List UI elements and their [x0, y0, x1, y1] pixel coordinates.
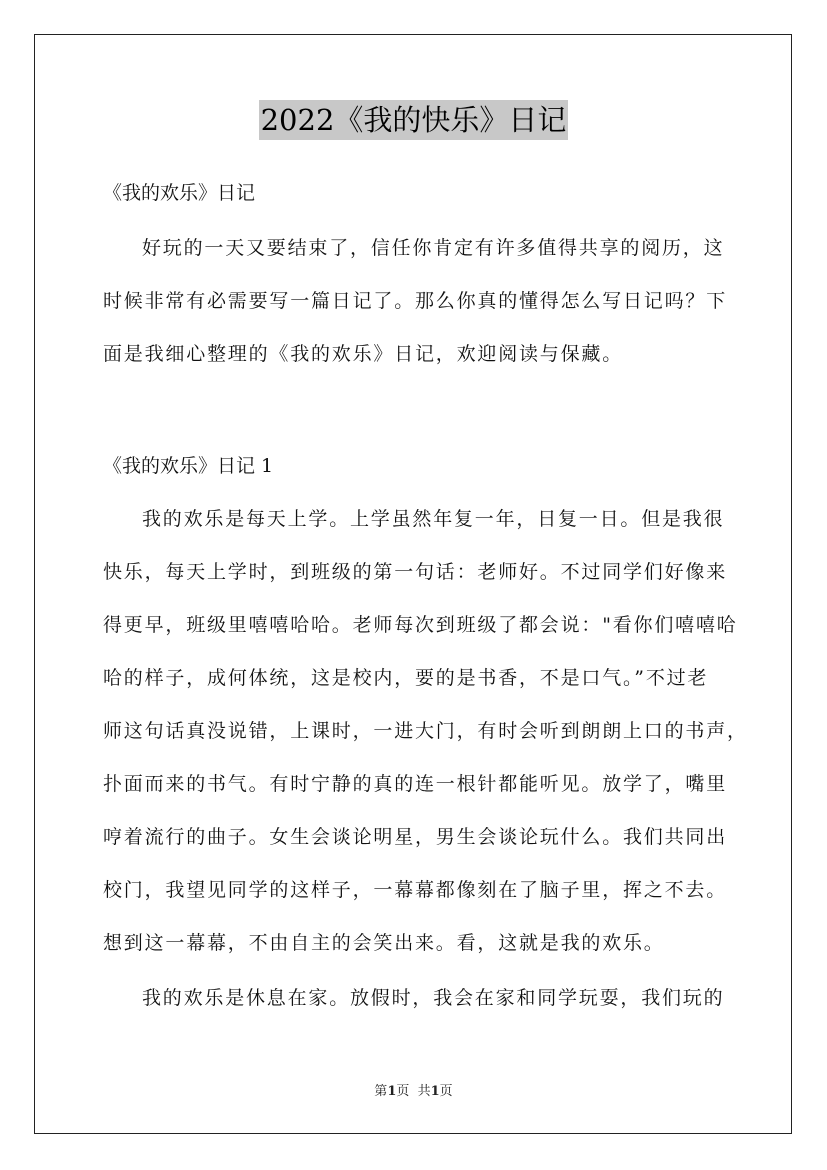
footer-page-suffix: 页: [439, 1084, 453, 1099]
document-title: 2022《我的快乐》日记: [259, 100, 569, 140]
intro-line: 面是我细心整理的《我的欢乐》日记，欢迎阅读与保藏。: [103, 343, 624, 365]
paragraph-line: 我的欢乐是休息在家。放假时，我会在家和同学玩耍，我们玩的: [142, 987, 725, 1009]
paragraph-line: 师这句话真没说错，上课时，一进大门，有时会听到朗朗上口的书声，: [103, 720, 748, 742]
paragraph-line: 扑面而来的书气。有时宁静的真的连一根针都能听见。放学了，嘴里: [103, 773, 728, 795]
paragraph-line: 哈的样子，成何体统，这是校内，要的是书香，不是口气。”不过老: [103, 667, 709, 689]
title-container: [0, 100, 827, 140]
intro-heading: 《我的欢乐》日记: [103, 182, 256, 204]
paragraph-line: 校门，我望见同学的这样子，一幕幕都像刻在了脑子里，挥之不去。: [103, 879, 728, 901]
section-heading: 《我的欢乐》日记 1: [103, 455, 274, 477]
page-footer: [0, 1083, 827, 1101]
paragraph-line: 想到这一幕幕，不由自主的会笑出来。看，这就是我的欢乐。: [103, 932, 665, 954]
footer-page-mid: 页 共: [396, 1084, 431, 1099]
footer-page-total: 1: [430, 1084, 440, 1099]
intro-line: 时候非常有必需要写一篇日记了。那么你真的懂得怎么写日记吗？下: [103, 290, 728, 312]
paragraph-line: 我的欢乐是每天上学。上学虽然年复一年，日复一日。但是我很: [142, 508, 725, 530]
footer-page-prefix: 第: [374, 1084, 388, 1099]
intro-line: 好玩的一天又要结束了，信任你肯定有许多值得共享的阅历，这: [142, 237, 725, 259]
paragraph-line: 得更早，班级里嘻嘻哈哈。老师每次到班级了都会说："看你们嘻嘻哈: [103, 614, 738, 636]
footer-page-current: 1: [387, 1084, 397, 1099]
paragraph-line: 快乐，每天上学时，到班级的第一句话：老师好。不过同学们好像来: [103, 561, 728, 583]
paragraph-line: 哼着流行的曲子。女生会谈论明星，男生会谈论玩什么。我们共同出: [103, 826, 728, 848]
